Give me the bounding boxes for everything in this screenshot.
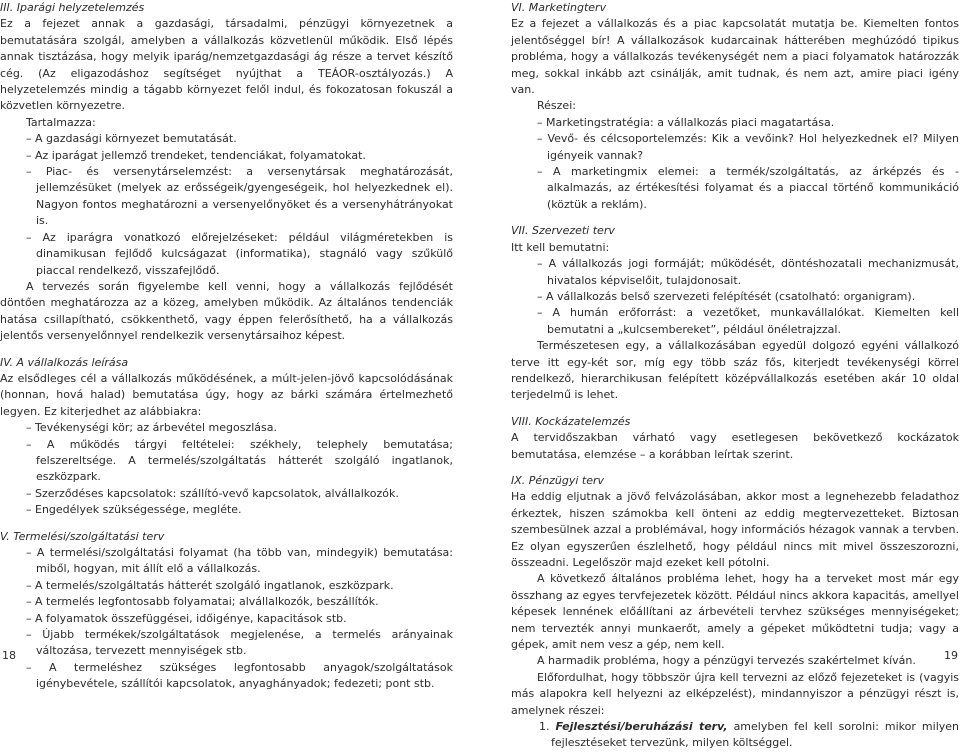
section-iii-paragraph-2: A tervezés során figyelembe kell venni, hogy a vállalkozás fejlődését döntően meghatározza az a közeg, amelyben működik. Az általános tendenciák hatása csillapítható, csökkenthető, vagy éppen felerősíthető, ha a vállalkozás jelentős versenyelőnnyel rendelkezik versenytársaihoz képest. (0, 279, 453, 343)
page-number-left: 18 (2, 649, 16, 662)
section-v-bullet: – A termeléshez szükséges legfontosabb anyagok/szolgáltatások igénybevétele, szállítói kapcsolatok, anyaghányadok; fedezeti; pont stb. (26, 660, 453, 691)
section-iv-bullet: – Engedélyek szükségessége, megléte. (26, 503, 242, 517)
section-vi-bullet: – Vevő- és célcsoportelemzés: Kik a vevőink? Hol helyezkednek el? Milyen igényeik vannak? (537, 132, 959, 162)
section-heading-iii: III. Iparági helyzetelemzés (0, 1, 145, 14)
section-heading-ix: IX. Pénzügyi terv (511, 473, 605, 487)
section-ix-paragraph-3: A harmadik probléma, hogy a pénzügyi tervezés szakértelmet kíván. (537, 654, 916, 668)
section-vi-paragraph-1: Ez a fejezet a vállalkozás és a piac kapcsolatát mutatja be. Kiemelten fontos jelentőséggel bír! A vállalkozások kudarcainak hátterében meghúzódó tipikus probléma, hogy a vállalkozás tevékenységét nem a piaci folyamatok határozzák meg, sokkal inkább azt csinálják, amit tudnak, és nem azt, amire piaci igény van. (511, 17, 959, 97)
section-v-bullet: – A termelés legfontosabb folyamatai; alvállalkozók, beszállítók. (26, 595, 379, 609)
section-vii-bullet: – A vállalkozás jogi formáját; működését, döntéshozatali mechanizmusát, hivatalos képviselőit, tulajdonosait. (537, 257, 959, 287)
section-v-bullet: – A termelési/szolgáltatási folyamat (ha több van, mindegyik) bemutatása: miből, hogyan, mit állít elő a vállalkozás. (26, 546, 453, 576)
section-heading-vi: VI. Marketingterv (511, 1, 607, 14)
section-iii-bullet: – Piac- és versenytárselemzést: a versenytársak meghatározását, jellemzésüket (melyek az erősségeik/gyengeségeik, hol helyezkednek el). Nagyon fontos meghatározni a versenyelőnyöket és a versenyhátrányokat is. (26, 165, 453, 228)
section-iv-bullet: – Szerződéses kapcsolatok: szállító-vevő kapcsolatok, alvállalkozók. (26, 486, 399, 500)
section-iii-bullet: – Az iparágra vonatkozó előrejelzéseket: például világméretekben is dinamikusan fejlődő kulcságazat (informatika), stagnáló vagy szűkülő piaccal rendelkező, visszafejlődő. (26, 230, 453, 277)
section-heading-viii: VIII. Kockázatelemzés (511, 414, 631, 428)
section-vii-paragraph-1: Természetesen egy, a vállalkozásában egyedül dolgozó egyéni vállalkozó terve itt egy-két sor, míg egy több száz fős, kiterjedt tevékenységi körrel rendelkező, hierarchikusan felépített középvállalkozás esetében akár 10 oldal terjedelmű is lehet. (511, 339, 959, 402)
section-v-bullet: – A folyamatok összefüggései, időigénye, kapacitások stb. (26, 611, 347, 625)
section-heading-vii: VII. Szervezeti terv (511, 224, 615, 238)
numbered-item-text: amelyben fel kell sorolni: mikor milyen fejlesztéseket tervezünk, milyen költséggel. (551, 720, 959, 750)
section-iii-paragraph-1: Ez a fejezet annak a gazdasági, társadalmi, pénzügyi környezetnek a bemutatására szolgál, amelyben a vállalkozás közvetlenül működik. Első lépés annak tisztázása, hogy melyik iparág/nemzetgazdasági ág része a tervet készítő cég. (Az eligazodáshoz segítséget nyújthat a TEÁOR-osztályozás.) A helyzetelemzés mindig a tágabb környezet felől indul, és fokozatosan fokuszál a közvetlen környezetre. (0, 17, 453, 113)
section-heading-iv: IV. A vállalkozás leírása (0, 355, 129, 369)
section-vii-intro: Itt kell bemutatni: (511, 240, 610, 254)
contains-label: Tartalmazza: (26, 115, 96, 129)
section-vii-bullet: – A humán erőforrást: a vezetőket, munkavállalókat. Kiemelten kell bemutatni a „kulcsembereket”, például önéletrajzzal. (537, 306, 959, 336)
section-vii-bullet: – A vállalkozás belső szervezeti felépítését (csatolható: organigram). (537, 289, 916, 303)
left-page-column (0, 0, 453, 693)
section-iv-bullet: – Tevékenységi kör; az árbevétel megoszlása. (26, 421, 277, 435)
page-number-right: 19 (944, 649, 958, 662)
section-v-bullet: – Újabb termékek/szolgáltatások megjelenése, a termelés arányainak változása, tervezett mennyiségek stb. (26, 628, 453, 658)
numbered-item-number: 1. (539, 720, 550, 734)
parts-label: Részei: (537, 99, 576, 113)
section-ix-paragraph-2: A következő általános probléma lehet, hogy ha a terveket most már egy összhang az egyes tervfejezetek között. Például nincs akkora kapacitás, amellyel képesek lennének előállítani az árbevételi tervhez szükséges mennyiségeket; nem tervezték annyi munkaerőt, amely a gépeket működtetni tudja; vagy a gépek, amit nem vesz a gép, nem kell. (511, 572, 959, 652)
section-ix-paragraph-1: Ha eddig eljutnak a jövő felvázolásában, akkor most a legnehezebb feladathoz érkeztek, hiszen számokba kell önteni az eddig megtervezetteket. Biztosan szembesülnek azzal a problémával, hogy információs hézagok vannak a tervben. Ez olyan egyszerűen észlelhető, hogy például nincs mit mivel összeszorozni, összeadni. Legelőször majd ezeket kell pótolni. (511, 490, 959, 569)
section-iv-paragraph-1: Az elsődleges cél a vállalkozás működésének, a múlt-jelen-jövő kapcsolódásának (honnan, hová halad) bemutatása úgy, hogy az bárki számára értelmezhető legyen. Ez kiterjedhet az alábbiakra: (0, 371, 453, 418)
section-viii-paragraph-1: A tervidőszakban várható vagy esetlegesen bekövetkező kockázatok bemutatása, elemzése – a korábban leírtak szerint. (511, 431, 959, 461)
numbered-item-title: Fejlesztési/beruházási terv, (555, 720, 728, 734)
section-vi-bullet: – Marketingstratégia: a vállalkozás piaci magatartása. (537, 115, 835, 129)
section-heading-v: V. Termelési/szolgáltatási terv (0, 529, 165, 543)
section-iii-bullet: – Az iparágat jellemző trendeket, tendenciákat, folyamatokat. (26, 148, 366, 162)
section-ix-paragraph-4: Előfordulhat, hogy többször újra kell tervezni az előző fejezeteket is (vagyis más alapokra kell helyezni az elképzelést), mindannyiszor a pénzügyi részt is, amelynek részei: (511, 670, 959, 717)
numbered-item (511, 719, 959, 752)
right-page-column (511, 0, 959, 752)
section-vi-bullet: – A marketingmix elemei: a termék/szolgáltatás, az árképzés és -alkalmazás, az értékesítési folyamat és a piaccal történő kommunikáció (köztük a reklám). (537, 165, 959, 211)
section-v-bullet: – A termelés/szolgáltatás hátterét szolgáló ingatlanok, eszközpark. (26, 578, 394, 592)
section-iii-bullet: – A gazdasági környezet bemutatását. (26, 132, 237, 146)
section-iv-bullet: – A működés tárgyi feltételei: székhely, telephely bemutatása; felszereltsége. A termelés/szolgáltatás hátterét szolgáló ingatlanok, eszközpark. (26, 437, 453, 484)
